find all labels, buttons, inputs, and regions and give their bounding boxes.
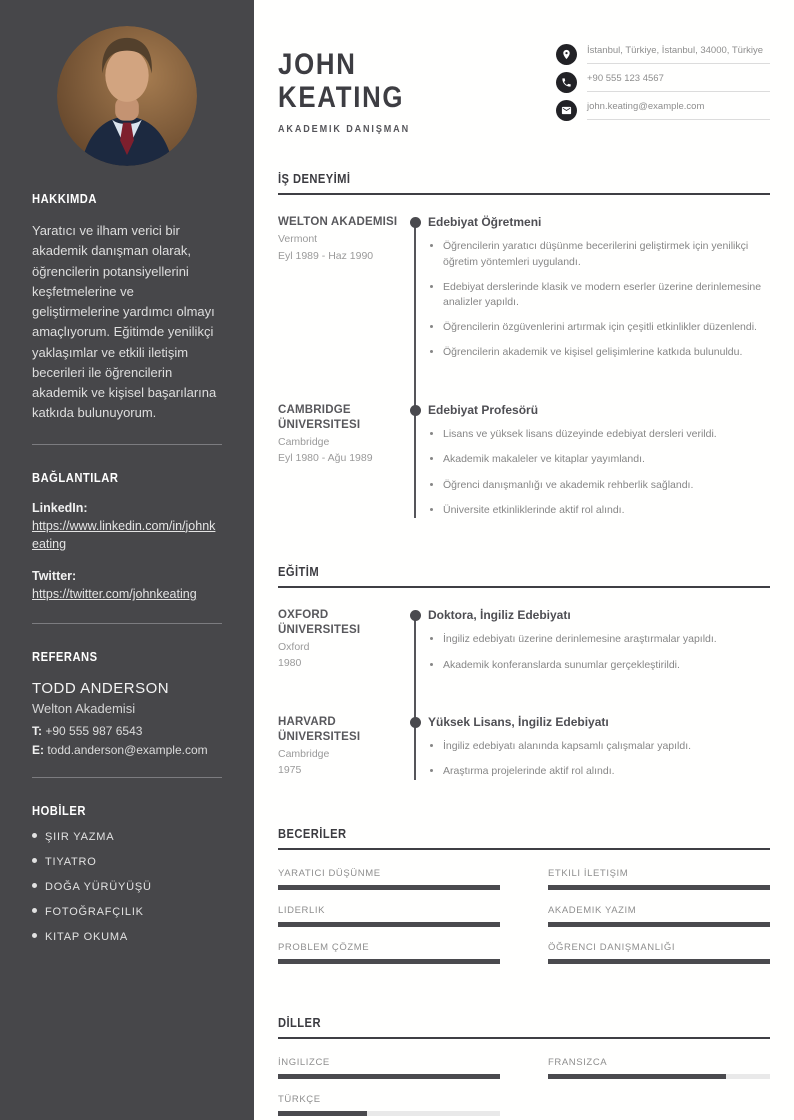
list-item: KITAP OKUMA <box>32 931 222 943</box>
reference-organization: Welton Akademisi <box>32 701 136 717</box>
hobbies-heading: HOBİLER <box>32 803 86 819</box>
education-entries <box>278 608 770 790</box>
about-section <box>32 191 222 424</box>
experience-entries <box>278 215 770 528</box>
list-item: • Öğrenci danışmanlığı ve akademik rehberlik sağlandı. <box>443 478 770 493</box>
about-heading: HAKKIMDA <box>32 191 97 206</box>
profile-photo-illustration <box>57 26 197 166</box>
list-item: • Akademik makaleler ve kitaplar yayımlandı. <box>443 452 770 467</box>
reference-heading: REFERANS <box>32 649 98 665</box>
links-heading: BAĞLANTILAR <box>32 469 119 485</box>
list-item: ŞIIR YAZMA <box>32 831 222 843</box>
degree-title: Doktora, İngiliz Edebiyatı <box>428 607 571 622</box>
contact-phone: +90 555 123 4567 <box>587 72 770 92</box>
email-icon <box>556 100 577 121</box>
skill-label: ETKILI İLETIŞIM <box>548 867 629 879</box>
resume-header <box>278 42 770 135</box>
list-item: • Akademik konferanslarda sunumlar gerçekleştirildi. <box>443 658 770 673</box>
skill-item <box>548 942 770 964</box>
reference-section <box>32 649 222 757</box>
sidebar-divider <box>32 623 222 624</box>
school-name: OXFORD ÜNIVERSITESI <box>278 608 361 636</box>
contact-block <box>556 44 770 121</box>
education-heading: EĞİTİM <box>278 564 770 588</box>
education-section <box>278 564 770 790</box>
skills-heading: BECERİLER <box>278 826 770 850</box>
name-block <box>278 42 431 135</box>
position-title: Edebiyat Profesörü <box>428 402 539 417</box>
school-location: Cambridge <box>278 747 330 760</box>
timeline-dot-icon <box>410 217 421 228</box>
reference-email-label: E: <box>32 743 44 758</box>
languages-heading: DİLLER <box>278 1015 770 1039</box>
entry-body <box>408 608 770 683</box>
contact-row-phone <box>556 72 770 93</box>
company-name: WELTON AKADEMISI <box>278 216 398 228</box>
about-text: Yaratıcı ve ilham verici bir akademik danışman olarak, öğrencilerin potansiyellerini keşfetmelerine ve geliştirmelerine yardımcı olmayı amaçlıyorum. Eğitimde yenilikçi yaklaşımlar ve etkili iletişim becerileri ile öğrencilerin akademik ve kişisel başarılarına katkıda bulunuyorum. <box>32 223 217 421</box>
language-label: FRANSIZCA <box>548 1056 608 1068</box>
reference-name: TODD ANDERSON <box>32 680 170 698</box>
skill-bar-fill <box>548 959 770 964</box>
list-item: TIYATRO <box>32 856 222 868</box>
list-item: • Araştırma projelerinde aktif rol alındı. <box>443 764 770 779</box>
hobby-list <box>32 831 222 943</box>
entry-meta <box>278 715 408 790</box>
entry-body <box>408 403 770 528</box>
twitter-link[interactable]: https://twitter.com/johnkeating <box>32 587 197 602</box>
company-name: CAMBRIDGE ÜNIVERSITESI <box>278 403 361 431</box>
bullet-dot-icon <box>32 883 37 888</box>
experience-entry <box>278 403 770 528</box>
skill-bar <box>548 922 770 927</box>
achievement-list <box>428 427 770 518</box>
list-item: DOĞA YÜRÜYÜŞÜ <box>32 881 222 893</box>
linkedin-link[interactable]: https://www.linkedin.com/in/johnkeating <box>32 518 216 551</box>
bullet-dot-icon <box>32 933 37 938</box>
list-item: • İngiliz edebiyatı üzerine derinlemesine araştırmalar yapıldı. <box>443 632 770 647</box>
contact-address: İstanbul, Türkiye, İstanbul, 34000, Türkiye <box>587 44 770 64</box>
profile-photo <box>57 26 197 166</box>
achievement-list <box>428 739 770 779</box>
education-dates: 1975 <box>278 764 302 777</box>
education-entry <box>278 608 770 683</box>
language-bar <box>278 1074 500 1079</box>
sidebar <box>0 0 254 1120</box>
language-bar <box>278 1111 500 1116</box>
language-item <box>548 1057 770 1079</box>
school-name: HARVARD ÜNIVERSITESI <box>278 715 361 743</box>
list-item: • İngiliz edebiyatı alanında kapsamlı çalışmalar yapıldı. <box>443 739 770 754</box>
achievement-list <box>428 632 770 672</box>
language-item <box>278 1057 500 1079</box>
skill-bar-fill <box>548 922 770 927</box>
reference-phone-value: +90 555 987 6543 <box>45 724 143 739</box>
skill-bar <box>278 959 500 964</box>
list-item: • Öğrencilerin yaratıcı düşünme becerilerini geliştirmek için yenilikçi öğretim yöntemleri uygulandı. <box>443 239 770 269</box>
linkedin-link-group <box>32 499 222 553</box>
skill-bar <box>278 885 500 890</box>
skill-item <box>278 942 500 964</box>
location-pin-icon <box>556 44 577 65</box>
skills-section <box>278 826 770 979</box>
person-name: JOHN KEATING <box>278 48 405 114</box>
skill-bar <box>278 922 500 927</box>
degree-title: Yüksek Lisans, İngiliz Edebiyatı <box>428 714 609 729</box>
employment-dates: Eyl 1989 - Haz 1990 <box>278 249 374 262</box>
entry-meta <box>278 608 408 683</box>
skills-grid <box>278 868 770 979</box>
phone-icon <box>556 72 577 93</box>
skill-label: YARATICI DÜŞÜNME <box>278 867 381 879</box>
language-bar-fill <box>548 1074 726 1079</box>
language-bar-fill <box>278 1111 367 1116</box>
skill-label: PROBLEM ÇÖZME <box>278 941 370 953</box>
skill-label: AKADEMIK YAZIM <box>548 904 637 916</box>
list-item: • Lisans ve yüksek lisans düzeyinde edebiyat dersleri verildi. <box>443 427 770 442</box>
main-content <box>254 0 794 1120</box>
skill-item <box>278 868 500 890</box>
timeline-dot-icon <box>410 717 421 728</box>
entry-body <box>408 715 770 790</box>
skill-bar-fill <box>278 922 500 927</box>
skill-label: LIDERLIK <box>278 904 326 916</box>
experience-section <box>278 171 770 528</box>
company-location: Vermont <box>278 232 318 245</box>
language-bar-fill <box>278 1074 500 1079</box>
skill-bar-fill <box>278 885 500 890</box>
contact-row-location <box>556 44 770 65</box>
experience-heading: İŞ DENEYİMİ <box>278 171 770 195</box>
linkedin-label: LinkedIn: <box>32 500 88 515</box>
company-location: Cambridge <box>278 435 330 448</box>
education-dates: 1980 <box>278 657 302 670</box>
language-label: İNGILIZCE <box>278 1056 330 1068</box>
entry-meta <box>278 215 408 371</box>
skill-item <box>548 905 770 927</box>
bullet-dot-icon <box>32 908 37 913</box>
reference-email <box>32 743 222 757</box>
position-title: Edebiyat Öğretmeni <box>428 215 542 229</box>
entry-body <box>408 215 770 371</box>
skill-bar-fill <box>548 885 770 890</box>
achievement-list <box>428 239 770 360</box>
sidebar-divider <box>32 777 222 778</box>
contact-email: john.keating@example.com <box>587 100 770 120</box>
language-label: TÜRKÇE <box>278 1093 321 1105</box>
bullet-dot-icon <box>32 858 37 863</box>
twitter-label: Twitter: <box>32 569 77 584</box>
language-bar <box>548 1074 770 1079</box>
skill-label: ÖĞRENCI DANIŞMANLIĞI <box>548 941 676 953</box>
experience-entry <box>278 215 770 371</box>
reference-phone-label: T: <box>32 724 42 739</box>
employment-dates: Eyl 1980 - Ağu 1989 <box>278 452 373 465</box>
skill-bar <box>548 885 770 890</box>
links-section <box>32 470 222 604</box>
reference-phone <box>32 724 222 738</box>
school-location: Oxford <box>278 640 310 653</box>
skill-item <box>548 868 770 890</box>
bullet-dot-icon <box>32 833 37 838</box>
sidebar-divider <box>32 444 222 445</box>
entry-meta <box>278 403 408 528</box>
list-item: • Üniversite etkinliklerinde aktif rol alındı. <box>443 503 770 518</box>
timeline-dot-icon <box>410 610 421 621</box>
job-title: AKADEMIK DANIŞMAN <box>278 123 410 135</box>
skill-item <box>278 905 500 927</box>
skill-bar <box>548 959 770 964</box>
languages-grid <box>278 1057 770 1120</box>
list-item: • Öğrencilerin özgüvenlerini artırmak için çeşitli etkinlikler düzenlendi. <box>443 320 770 335</box>
language-item <box>278 1094 500 1116</box>
languages-section <box>278 1015 770 1120</box>
list-item: • Edebiyat derslerinde klasik ve modern eserler üzerine derinlemesine analizler yapıldı. <box>443 280 770 310</box>
hobbies-section <box>32 803 222 943</box>
list-item: • Öğrencilerin akademik ve kişisel gelişimlerine katkıda bulunuldu. <box>443 345 770 360</box>
twitter-link-group <box>32 567 222 603</box>
contact-row-email <box>556 100 770 121</box>
education-entry <box>278 715 770 790</box>
timeline-dot-icon <box>410 405 421 416</box>
skill-bar-fill <box>278 959 500 964</box>
reference-email-value: todd.anderson@example.com <box>47 743 208 758</box>
list-item: FOTOĞRAFÇILIK <box>32 906 222 918</box>
